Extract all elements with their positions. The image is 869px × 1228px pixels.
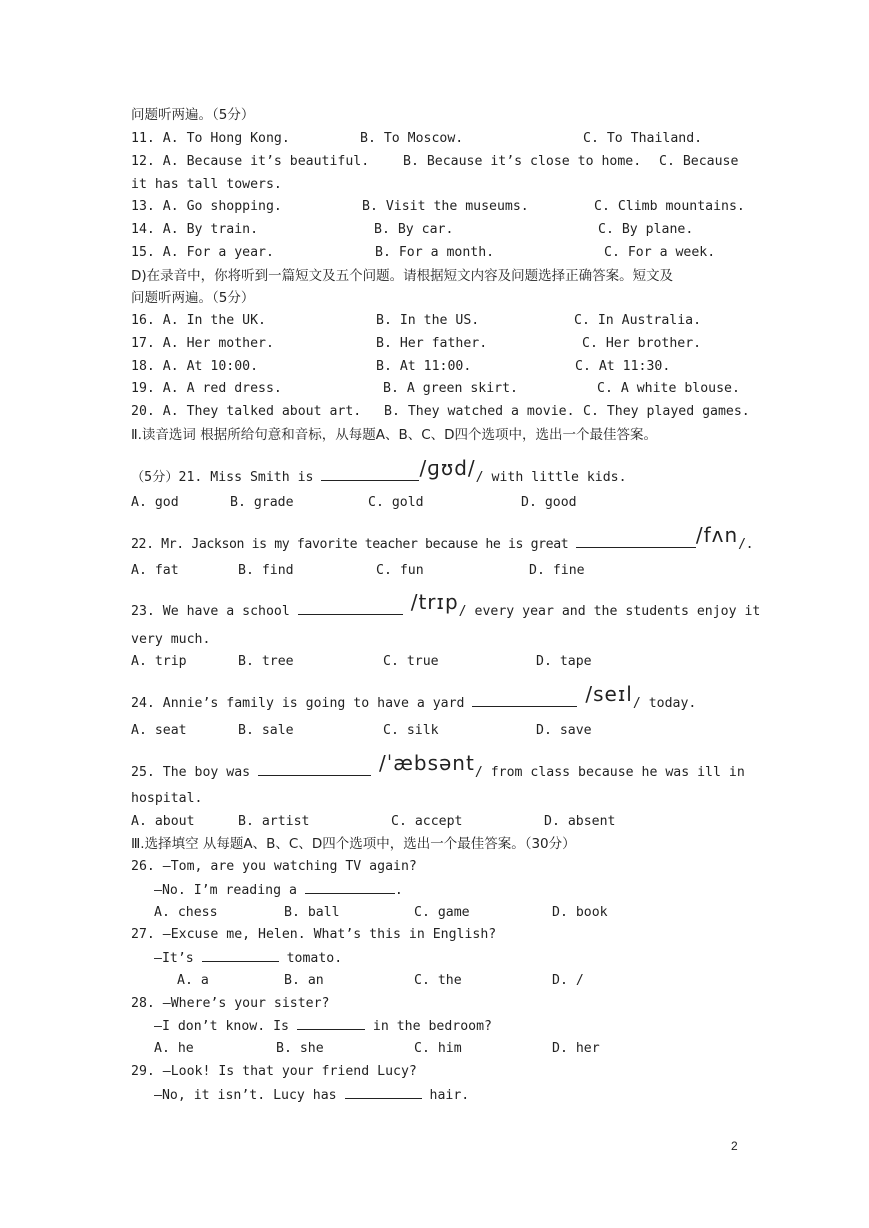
q27-answer-end: tomato.: [286, 951, 343, 966]
q21-stem-end: / with little kids.: [475, 470, 627, 485]
q21-option-b: B. grade: [230, 495, 294, 510]
q17-option-c: C. Her brother.: [582, 336, 702, 351]
q13-option-b: B. Visit the museums.: [362, 199, 529, 214]
q27-option-a: A. a: [177, 973, 209, 988]
q26-option-a: A. chess: [154, 905, 218, 920]
q26-answer-line: [154, 881, 403, 900]
q29-question: 29. —Look! Is that your friend Lucy?: [131, 1064, 417, 1079]
q23-stem-cont: very much.: [131, 632, 211, 647]
q14-option-c: C. By plane.: [598, 222, 694, 237]
q16-option-a: 16. A. In the UK.: [131, 313, 266, 328]
q24-option-d: D. save: [536, 723, 592, 738]
q15-option-b: B. For a month.: [375, 245, 495, 260]
q19-option-b: B. A green skirt.: [383, 381, 518, 396]
q25-stem: [131, 751, 745, 782]
q22-stem-text: 22. Mr. Jackson is my favorite teacher because he is great: [131, 537, 569, 552]
q26-answer-text: —No. I’m reading a: [154, 883, 297, 898]
q24-option-c: C. silk: [383, 723, 439, 738]
section-d-instruction: D)在录音中，你将听到一篇短文及五个问题。请根据短文内容及问题选择正确答案。短文及: [131, 268, 674, 284]
q23-option-d: D. tape: [536, 654, 592, 669]
q23-option-a: A. trip: [131, 654, 187, 669]
q25-stem-cont: hospital.: [131, 791, 203, 806]
q26-option-d: D. book: [552, 905, 608, 920]
q21-stem: [131, 456, 627, 487]
q22-option-d: D. fine: [529, 563, 585, 578]
q23-blank: [298, 602, 403, 615]
page-number: 2: [731, 1139, 738, 1153]
q20-option-a: 20. A. They talked about art.: [131, 404, 362, 419]
q25-stem-text: 25. The boy was: [131, 765, 251, 780]
q25-option-c: C. accept: [391, 814, 463, 829]
q14-option-b: B. By car.: [374, 222, 454, 237]
q21-stem-text: （5分）21. Miss Smith is: [131, 470, 314, 485]
q27-option-c: C. the: [414, 973, 462, 988]
section-d-instruction-cont: 问题听两遍。（5分）: [131, 290, 255, 306]
q29-answer-line: [154, 1086, 469, 1105]
q17-option-a: 17. A. Her mother.: [131, 336, 274, 351]
section-c-instruction-tail: 问题听两遍。（5分）: [131, 107, 255, 123]
q12-option-b: B. Because it’s close to home.: [403, 154, 642, 169]
q22-option-b: B. find: [238, 563, 294, 578]
q21-blank: [321, 468, 419, 481]
q22-stem: [131, 523, 754, 554]
q26-option-c: C. game: [414, 905, 470, 920]
q22-blank: [576, 535, 696, 548]
q13-option-a: 13. A. Go shopping.: [131, 199, 282, 214]
q16-option-b: B. In the US.: [376, 313, 480, 328]
q29-blank: [345, 1086, 422, 1099]
q29-answer-text: —No, it isn’t. Lucy has: [154, 1088, 337, 1103]
q26-option-b: B. ball: [284, 905, 340, 920]
section-2-heading: Ⅱ.读音选词 根据所给句意和音标，从每题A、B、C、D四个选项中，选出一个最佳答案。: [131, 427, 658, 443]
q18-option-c: C. At 11:30.: [575, 359, 671, 374]
q17-option-b: B. Her father.: [376, 336, 488, 351]
q22-option-c: C. fun: [376, 563, 424, 578]
q23-stem: [131, 590, 761, 621]
q20-option-b: B. They watched a movie.: [384, 404, 575, 419]
q12-option-a: 12. A. Because it’s beautiful.: [131, 154, 370, 169]
q25-option-d: D. absent: [544, 814, 616, 829]
q24-option-a: A. seat: [131, 723, 187, 738]
q14-option-a: 14. A. By train.: [131, 222, 259, 237]
q27-option-d: D. /: [552, 973, 584, 988]
q12-option-c-continued: it has tall towers.: [131, 177, 282, 192]
q25-blank: [258, 763, 371, 776]
q25-stem-end: / from class because he was ill in: [474, 765, 745, 780]
q27-question: 27. —Excuse me, Helen. What’s this in English?: [131, 927, 497, 942]
q28-blank: [297, 1017, 365, 1030]
q13-option-c: C. Climb mountains.: [594, 199, 745, 214]
q28-option-c: C. him: [414, 1041, 462, 1056]
q22-stem-end: /.: [738, 537, 754, 552]
q24-option-b: B. sale: [238, 723, 294, 738]
q28-option-a: A. he: [154, 1041, 194, 1056]
q28-answer-line: [154, 1017, 492, 1036]
q27-answer-text: —It’s: [154, 951, 194, 966]
q24-stem-text: 24. Annie’s family is going to have a yard: [131, 696, 465, 711]
q11-option-c: C. To Thailand.: [583, 131, 703, 146]
q15-option-c: C. For a week.: [604, 245, 716, 260]
q23-stem-text: 23. We have a school: [131, 604, 290, 619]
q16-option-c: C. In Australia.: [574, 313, 702, 328]
section-3-heading: Ⅲ.选择填空 从每题A、B、C、D四个选项中，选出一个最佳答案。（30分）: [131, 836, 576, 852]
q26-blank: [305, 881, 395, 894]
q18-option-b: B. At 11:00.: [376, 359, 472, 374]
q21-phonetic: /ɡʊd/: [419, 456, 476, 480]
q22-option-a: A. fat: [131, 563, 179, 578]
q12-option-c: C. Because: [659, 154, 739, 169]
q26-answer-end: .: [394, 883, 403, 898]
q28-option-d: D. her: [552, 1041, 600, 1056]
q23-option-c: C. true: [383, 654, 439, 669]
q15-option-a: 15. A. For a year.: [131, 245, 274, 260]
q28-option-b: B. she: [276, 1041, 324, 1056]
q28-answer-end: in the bedroom?: [372, 1019, 492, 1034]
q11-option-b: B. To Moscow.: [360, 131, 464, 146]
q20-option-c: C. They played games.: [583, 404, 750, 419]
q26-question: 26. —Tom, are you watching TV again?: [131, 859, 417, 874]
q24-blank: [472, 694, 577, 707]
q27-answer-line: [154, 949, 342, 968]
q23-phonetic: /trɪp: [410, 590, 459, 614]
q25-option-b: B. artist: [238, 814, 310, 829]
q24-stem-end: / today.: [632, 696, 697, 711]
q23-stem-end: / every year and the students enjoy it: [458, 604, 761, 619]
q25-option-a: A. about: [131, 814, 195, 829]
q29-answer-end: hair.: [429, 1088, 470, 1103]
q21-option-d: D. good: [521, 495, 577, 510]
q19-option-c: C. A white blouse.: [597, 381, 740, 396]
q22-phonetic: /fʌn: [695, 523, 739, 547]
q11-option-a: 11. A. To Hong Kong.: [131, 131, 290, 146]
q25-phonetic: /ˈæbsənt: [379, 751, 475, 775]
q28-question: 28. —Where’s your sister?: [131, 996, 330, 1011]
q23-option-b: B. tree: [238, 654, 294, 669]
q19-option-a: 19. A. A red dress.: [131, 381, 282, 396]
q27-option-b: B. an: [284, 973, 324, 988]
q24-phonetic: /seɪl: [585, 682, 633, 706]
q21-option-c: C. gold: [368, 495, 424, 510]
q28-answer-text: —I don’t know. Is: [154, 1019, 289, 1034]
q24-stem: [131, 682, 697, 713]
q27-blank: [202, 949, 279, 962]
q21-option-a: A. god: [131, 495, 179, 510]
q18-option-a: 18. A. At 10:00.: [131, 359, 259, 374]
